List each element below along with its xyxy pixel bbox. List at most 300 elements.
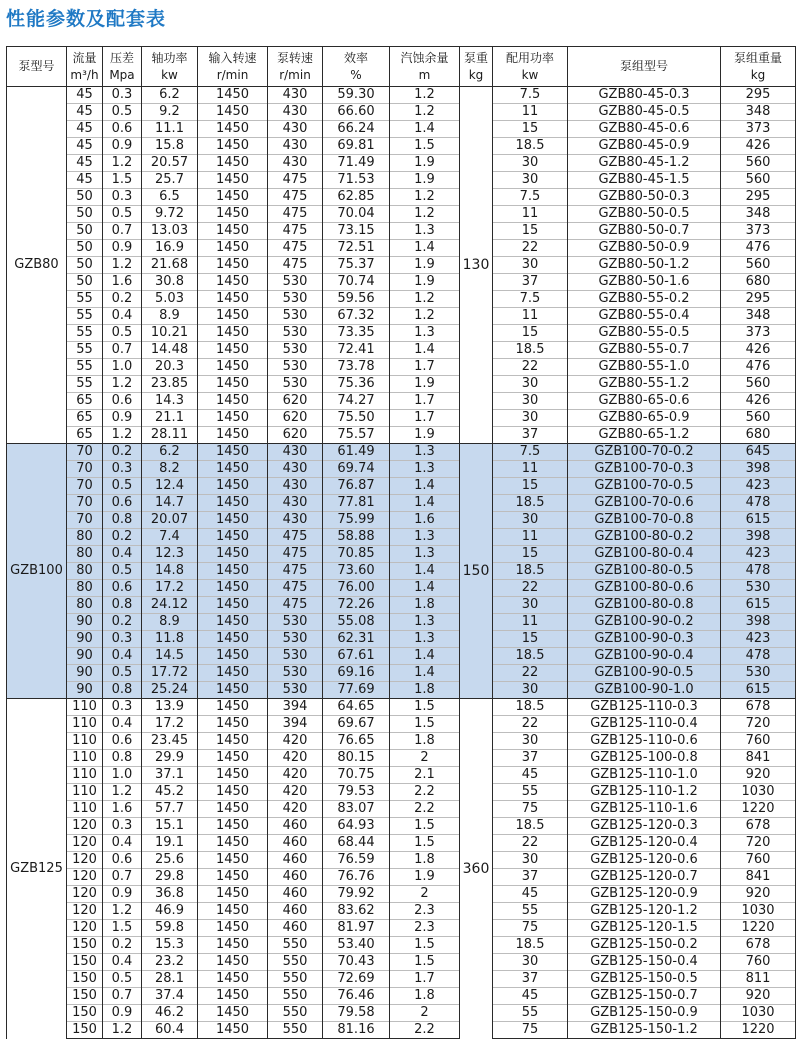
cell-input-speed: 1450: [198, 801, 268, 818]
cell-pump-speed: 475: [268, 240, 323, 257]
cell-npsh: 1.8: [390, 988, 460, 1005]
cell-pressure: 0.3: [103, 699, 142, 716]
cell-flow: 65: [67, 410, 103, 427]
cell-npsh: 1.3: [390, 546, 460, 563]
cell-npsh: 1.5: [390, 818, 460, 835]
table-row: [7, 308, 796, 325]
cell-unit-model: GZB125-110-1.2: [568, 784, 721, 801]
cell-pump-speed: 620: [268, 410, 323, 427]
cell-pressure: 0.5: [103, 971, 142, 988]
cell-shaft-power: 37.4: [142, 988, 198, 1005]
cell-shaft-power: 28.11: [142, 427, 198, 444]
cell-flow: 110: [67, 750, 103, 767]
cell-flow: 45: [67, 87, 103, 104]
cell-flow: 90: [67, 665, 103, 682]
cell-shaft-power: 14.5: [142, 648, 198, 665]
table-row: [7, 155, 796, 172]
table-row: [7, 359, 796, 376]
cell-flow: 90: [67, 682, 103, 699]
cell-motor-power: 55: [493, 1005, 568, 1022]
cell-npsh: 1.4: [390, 563, 460, 580]
table-row: [7, 291, 796, 308]
cell-unit-model: GZB125-120-0.3: [568, 818, 721, 835]
cell-unit-model: GZB125-110-0.3: [568, 699, 721, 716]
cell-motor-power: 18.5: [493, 937, 568, 954]
cell-unit-weight: 348: [721, 104, 796, 121]
cell-pump-speed: 430: [268, 512, 323, 529]
cell-shaft-power: 11.8: [142, 631, 198, 648]
cell-efficiency: 61.49: [323, 444, 390, 461]
cell-npsh: 1.3: [390, 325, 460, 342]
cell-unit-weight: 426: [721, 342, 796, 359]
cell-input-speed: 1450: [198, 852, 268, 869]
cell-unit-weight: 920: [721, 886, 796, 903]
cell-motor-power: 22: [493, 580, 568, 597]
table-row: [7, 869, 796, 886]
cell-input-speed: 1450: [198, 903, 268, 920]
cell-input-speed: 1450: [198, 427, 268, 444]
cell-efficiency: 53.40: [323, 937, 390, 954]
cell-pump-speed: 394: [268, 716, 323, 733]
cell-unit-weight: 920: [721, 988, 796, 1005]
cell-input-speed: 1450: [198, 376, 268, 393]
cell-efficiency: 58.88: [323, 529, 390, 546]
cell-efficiency: 69.81: [323, 138, 390, 155]
cell-npsh: 1.5: [390, 954, 460, 971]
cell-shaft-power: 7.4: [142, 529, 198, 546]
cell-pump-speed: 475: [268, 597, 323, 614]
cell-pump-speed: 460: [268, 869, 323, 886]
cell-npsh: 1.2: [390, 308, 460, 325]
cell-shaft-power: 21.1: [142, 410, 198, 427]
cell-pump-speed: 475: [268, 206, 323, 223]
cell-motor-power: 22: [493, 240, 568, 257]
cell-shaft-power: 12.4: [142, 478, 198, 495]
cell-unit-model: GZB125-120-0.6: [568, 852, 721, 869]
cell-efficiency: 73.35: [323, 325, 390, 342]
cell-unit-weight: 295: [721, 189, 796, 206]
cell-flow: 70: [67, 495, 103, 512]
cell-flow: 80: [67, 529, 103, 546]
cell-pressure: 0.2: [103, 529, 142, 546]
cell-pressure: 0.2: [103, 444, 142, 461]
cell-efficiency: 70.75: [323, 767, 390, 784]
cell-npsh: 1.3: [390, 223, 460, 240]
cell-unit-weight: 680: [721, 427, 796, 444]
cell-motor-power: 45: [493, 767, 568, 784]
cell-motor-power: 30: [493, 155, 568, 172]
cell-input-speed: 1450: [198, 461, 268, 478]
cell-pump-speed: 620: [268, 393, 323, 410]
table-row: [7, 886, 796, 903]
table-row: [7, 784, 796, 801]
cell-unit-model: GZB100-90-0.5: [568, 665, 721, 682]
table-row: [7, 121, 796, 138]
cell-pump-speed: 530: [268, 291, 323, 308]
cell-unit-weight: 615: [721, 512, 796, 529]
cell-efficiency: 73.78: [323, 359, 390, 376]
cell-pump-model: GZB80: [7, 87, 67, 444]
cell-flow: 80: [67, 563, 103, 580]
cell-motor-power: 11: [493, 529, 568, 546]
cell-efficiency: 79.53: [323, 784, 390, 801]
cell-shaft-power: 25.24: [142, 682, 198, 699]
cell-motor-power: 15: [493, 223, 568, 240]
cell-shaft-power: 28.1: [142, 971, 198, 988]
table-row: [7, 274, 796, 291]
cell-motor-power: 75: [493, 920, 568, 937]
cell-npsh: 1.8: [390, 733, 460, 750]
cell-motor-power: 11: [493, 308, 568, 325]
cell-unit-weight: 678: [721, 699, 796, 716]
table-row: [7, 835, 796, 852]
table-row: [7, 971, 796, 988]
cell-flow: 65: [67, 393, 103, 410]
cell-pressure: 0.5: [103, 325, 142, 342]
cell-motor-power: 30: [493, 172, 568, 189]
table-row: [7, 410, 796, 427]
performance-table: [6, 46, 796, 1039]
cell-unit-weight: 478: [721, 563, 796, 580]
cell-efficiency: 74.27: [323, 393, 390, 410]
cell-pressure: 0.6: [103, 495, 142, 512]
cell-flow: 120: [67, 818, 103, 835]
cell-efficiency: 76.76: [323, 869, 390, 886]
cell-efficiency: 69.67: [323, 716, 390, 733]
cell-unit-weight: 476: [721, 359, 796, 376]
cell-pump-weight: 130: [460, 87, 493, 444]
cell-shaft-power: 13.03: [142, 223, 198, 240]
cell-motor-power: 18.5: [493, 342, 568, 359]
cell-input-speed: 1450: [198, 87, 268, 104]
cell-input-speed: 1450: [198, 495, 268, 512]
cell-efficiency: 76.87: [323, 478, 390, 495]
cell-pressure: 1.2: [103, 784, 142, 801]
cell-shaft-power: 37.1: [142, 767, 198, 784]
cell-flow: 90: [67, 614, 103, 631]
cell-motor-power: 7.5: [493, 87, 568, 104]
table-row: [7, 988, 796, 1005]
cell-pressure: 0.3: [103, 461, 142, 478]
cell-unit-model: GZB125-110-1.0: [568, 767, 721, 784]
cell-input-speed: 1450: [198, 308, 268, 325]
cell-unit-weight: 560: [721, 155, 796, 172]
cell-pressure: 0.6: [103, 733, 142, 750]
cell-unit-weight: 645: [721, 444, 796, 461]
cell-input-speed: 1450: [198, 937, 268, 954]
cell-npsh: 2: [390, 750, 460, 767]
cell-pump-speed: 394: [268, 699, 323, 716]
cell-unit-model: GZB80-55-0.7: [568, 342, 721, 359]
cell-flow: 45: [67, 138, 103, 155]
cell-shaft-power: 5.03: [142, 291, 198, 308]
cell-input-speed: 1450: [198, 580, 268, 597]
cell-pump-speed: 550: [268, 954, 323, 971]
cell-efficiency: 66.24: [323, 121, 390, 138]
cell-pressure: 0.7: [103, 869, 142, 886]
cell-flow: 80: [67, 597, 103, 614]
cell-flow: 110: [67, 733, 103, 750]
cell-unit-model: GZB80-55-0.4: [568, 308, 721, 325]
cell-motor-power: 15: [493, 478, 568, 495]
cell-npsh: 1.2: [390, 104, 460, 121]
cell-pump-speed: 475: [268, 172, 323, 189]
cell-pump-model: GZB100: [7, 444, 67, 699]
cell-pump-speed: 460: [268, 920, 323, 937]
cell-flow: 120: [67, 920, 103, 937]
cell-unit-model: GZB125-120-1.5: [568, 920, 721, 937]
cell-flow: 80: [67, 546, 103, 563]
cell-unit-model: GZB100-80-0.4: [568, 546, 721, 563]
cell-efficiency: 73.15: [323, 223, 390, 240]
table-row: [7, 240, 796, 257]
cell-npsh: 1.7: [390, 410, 460, 427]
cell-flow: 70: [67, 512, 103, 529]
cell-unit-model: GZB80-50-1.2: [568, 257, 721, 274]
cell-efficiency: 81.16: [323, 1022, 390, 1039]
cell-efficiency: 70.74: [323, 274, 390, 291]
cell-shaft-power: 12.3: [142, 546, 198, 563]
cell-unit-model: GZB100-90-1.0: [568, 682, 721, 699]
cell-unit-weight: 560: [721, 410, 796, 427]
cell-input-speed: 1450: [198, 1022, 268, 1039]
cell-flow: 50: [67, 274, 103, 291]
cell-flow: 45: [67, 104, 103, 121]
cell-shaft-power: 6.2: [142, 444, 198, 461]
cell-unit-model: GZB80-45-0.6: [568, 121, 721, 138]
cell-flow: 50: [67, 223, 103, 240]
cell-input-speed: 1450: [198, 172, 268, 189]
cell-flow: 70: [67, 461, 103, 478]
cell-pump-speed: 420: [268, 767, 323, 784]
cell-unit-model: GZB80-50-0.9: [568, 240, 721, 257]
cell-motor-power: 15: [493, 121, 568, 138]
cell-npsh: 1.4: [390, 478, 460, 495]
cell-pressure: 1.2: [103, 257, 142, 274]
cell-motor-power: 22: [493, 359, 568, 376]
cell-efficiency: 70.43: [323, 954, 390, 971]
cell-pump-speed: 430: [268, 121, 323, 138]
cell-motor-power: 7.5: [493, 444, 568, 461]
cell-unit-model: GZB80-50-0.3: [568, 189, 721, 206]
cell-npsh: 2.3: [390, 920, 460, 937]
table-row: [7, 257, 796, 274]
col-header-motor-power: 配用功率 kw: [493, 47, 568, 87]
cell-efficiency: 72.69: [323, 971, 390, 988]
cell-pump-speed: 530: [268, 342, 323, 359]
cell-unit-weight: 720: [721, 716, 796, 733]
cell-shaft-power: 8.9: [142, 308, 198, 325]
cell-pressure: 1.2: [103, 903, 142, 920]
cell-unit-weight: 1030: [721, 903, 796, 920]
cell-pressure: 0.9: [103, 410, 142, 427]
cell-pressure: 0.4: [103, 308, 142, 325]
cell-npsh: 1.3: [390, 529, 460, 546]
col-header-unit-model: 泵组型号: [568, 47, 721, 87]
cell-unit-model: GZB80-55-0.2: [568, 291, 721, 308]
cell-unit-weight: 841: [721, 750, 796, 767]
cell-shaft-power: 6.2: [142, 87, 198, 104]
cell-input-speed: 1450: [198, 189, 268, 206]
table-row: [7, 1005, 796, 1022]
cell-shaft-power: 17.2: [142, 580, 198, 597]
cell-pressure: 0.5: [103, 104, 142, 121]
cell-shaft-power: 60.4: [142, 1022, 198, 1039]
cell-npsh: 1.4: [390, 342, 460, 359]
cell-unit-model: GZB100-70-0.5: [568, 478, 721, 495]
cell-npsh: 1.4: [390, 665, 460, 682]
cell-unit-weight: 295: [721, 87, 796, 104]
cell-input-speed: 1450: [198, 206, 268, 223]
cell-input-speed: 1450: [198, 393, 268, 410]
table-row: [7, 903, 796, 920]
col-header-pump-weight: 泵重 kg: [460, 47, 493, 87]
cell-pressure: 1.6: [103, 801, 142, 818]
cell-unit-weight: 615: [721, 682, 796, 699]
table-row: [7, 767, 796, 784]
cell-motor-power: 30: [493, 597, 568, 614]
cell-efficiency: 75.37: [323, 257, 390, 274]
cell-unit-weight: 373: [721, 223, 796, 240]
cell-unit-weight: 560: [721, 257, 796, 274]
cell-pump-speed: 460: [268, 852, 323, 869]
cell-efficiency: 83.62: [323, 903, 390, 920]
cell-input-speed: 1450: [198, 410, 268, 427]
table-row: [7, 614, 796, 631]
cell-shaft-power: 10.21: [142, 325, 198, 342]
cell-pressure: 1.2: [103, 155, 142, 172]
table-header-row: [7, 47, 796, 87]
cell-pump-speed: 550: [268, 988, 323, 1005]
cell-pressure: 0.6: [103, 580, 142, 597]
cell-pump-speed: 460: [268, 886, 323, 903]
cell-flow: 120: [67, 886, 103, 903]
cell-unit-model: GZB125-150-0.7: [568, 988, 721, 1005]
cell-unit-weight: 348: [721, 206, 796, 223]
cell-motor-power: 30: [493, 512, 568, 529]
cell-shaft-power: 30.8: [142, 274, 198, 291]
cell-pump-speed: 475: [268, 223, 323, 240]
cell-motor-power: 30: [493, 954, 568, 971]
table-row: [7, 104, 796, 121]
col-header-npsh: 汽蚀余量 m: [390, 47, 460, 87]
col-header-shaft-power: 轴功率 kw: [142, 47, 198, 87]
cell-motor-power: 37: [493, 869, 568, 886]
cell-pump-speed: 475: [268, 546, 323, 563]
table-row: [7, 444, 796, 461]
cell-unit-weight: 530: [721, 665, 796, 682]
cell-pump-speed: 475: [268, 563, 323, 580]
cell-pump-speed: 530: [268, 614, 323, 631]
cell-efficiency: 81.97: [323, 920, 390, 937]
cell-unit-model: GZB80-50-1.6: [568, 274, 721, 291]
table-row: [7, 546, 796, 563]
cell-input-speed: 1450: [198, 563, 268, 580]
cell-input-speed: 1450: [198, 325, 268, 342]
cell-flow: 45: [67, 155, 103, 172]
cell-unit-model: GZB80-65-1.2: [568, 427, 721, 444]
cell-pump-speed: 550: [268, 971, 323, 988]
cell-unit-weight: 423: [721, 631, 796, 648]
cell-pressure: 1.2: [103, 1022, 142, 1039]
cell-pressure: 1.2: [103, 427, 142, 444]
cell-unit-weight: 476: [721, 240, 796, 257]
cell-input-speed: 1450: [198, 121, 268, 138]
cell-motor-power: 37: [493, 274, 568, 291]
cell-unit-weight: 398: [721, 461, 796, 478]
cell-npsh: 1.9: [390, 257, 460, 274]
cell-pressure: 1.0: [103, 767, 142, 784]
cell-pressure: 0.8: [103, 597, 142, 614]
cell-shaft-power: 17.72: [142, 665, 198, 682]
cell-flow: 65: [67, 427, 103, 444]
cell-shaft-power: 29.9: [142, 750, 198, 767]
cell-input-speed: 1450: [198, 359, 268, 376]
cell-shaft-power: 14.8: [142, 563, 198, 580]
table-row: [7, 937, 796, 954]
cell-flow: 90: [67, 631, 103, 648]
cell-motor-power: 18.5: [493, 699, 568, 716]
cell-efficiency: 62.85: [323, 189, 390, 206]
cell-unit-model: GZB80-55-0.5: [568, 325, 721, 342]
col-header-input-speed: 输入转速 r/min: [198, 47, 268, 87]
cell-efficiency: 69.16: [323, 665, 390, 682]
table-row: [7, 393, 796, 410]
cell-npsh: 1.7: [390, 971, 460, 988]
cell-unit-model: GZB125-110-0.4: [568, 716, 721, 733]
table-row: [7, 750, 796, 767]
cell-pressure: 1.6: [103, 274, 142, 291]
cell-unit-weight: 920: [721, 767, 796, 784]
cell-pump-speed: 530: [268, 274, 323, 291]
cell-efficiency: 59.30: [323, 87, 390, 104]
cell-pump-speed: 550: [268, 1005, 323, 1022]
cell-unit-model: GZB125-120-0.4: [568, 835, 721, 852]
cell-shaft-power: 59.8: [142, 920, 198, 937]
cell-shaft-power: 6.5: [142, 189, 198, 206]
cell-unit-weight: 398: [721, 529, 796, 546]
cell-unit-weight: 680: [721, 274, 796, 291]
cell-shaft-power: 46.2: [142, 1005, 198, 1022]
cell-efficiency: 71.49: [323, 155, 390, 172]
table-row: [7, 427, 796, 444]
cell-npsh: 1.3: [390, 631, 460, 648]
cell-input-speed: 1450: [198, 444, 268, 461]
cell-npsh: 1.4: [390, 495, 460, 512]
cell-motor-power: 11: [493, 104, 568, 121]
col-header-flow: 流量 m³/h: [67, 47, 103, 87]
cell-pressure: 1.0: [103, 359, 142, 376]
cell-shaft-power: 14.48: [142, 342, 198, 359]
cell-unit-model: GZB125-150-0.2: [568, 937, 721, 954]
cell-unit-model: GZB80-45-0.5: [568, 104, 721, 121]
cell-motor-power: 37: [493, 750, 568, 767]
cell-unit-model: GZB100-80-0.5: [568, 563, 721, 580]
cell-shaft-power: 14.3: [142, 393, 198, 410]
cell-unit-model: GZB100-90-0.2: [568, 614, 721, 631]
cell-efficiency: 76.00: [323, 580, 390, 597]
cell-input-speed: 1450: [198, 342, 268, 359]
cell-unit-model: GZB80-45-1.5: [568, 172, 721, 189]
cell-motor-power: 7.5: [493, 291, 568, 308]
cell-efficiency: 67.32: [323, 308, 390, 325]
cell-pump-speed: 530: [268, 665, 323, 682]
cell-flow: 150: [67, 954, 103, 971]
cell-shaft-power: 13.9: [142, 699, 198, 716]
cell-efficiency: 69.74: [323, 461, 390, 478]
cell-input-speed: 1450: [198, 614, 268, 631]
cell-input-speed: 1450: [198, 104, 268, 121]
